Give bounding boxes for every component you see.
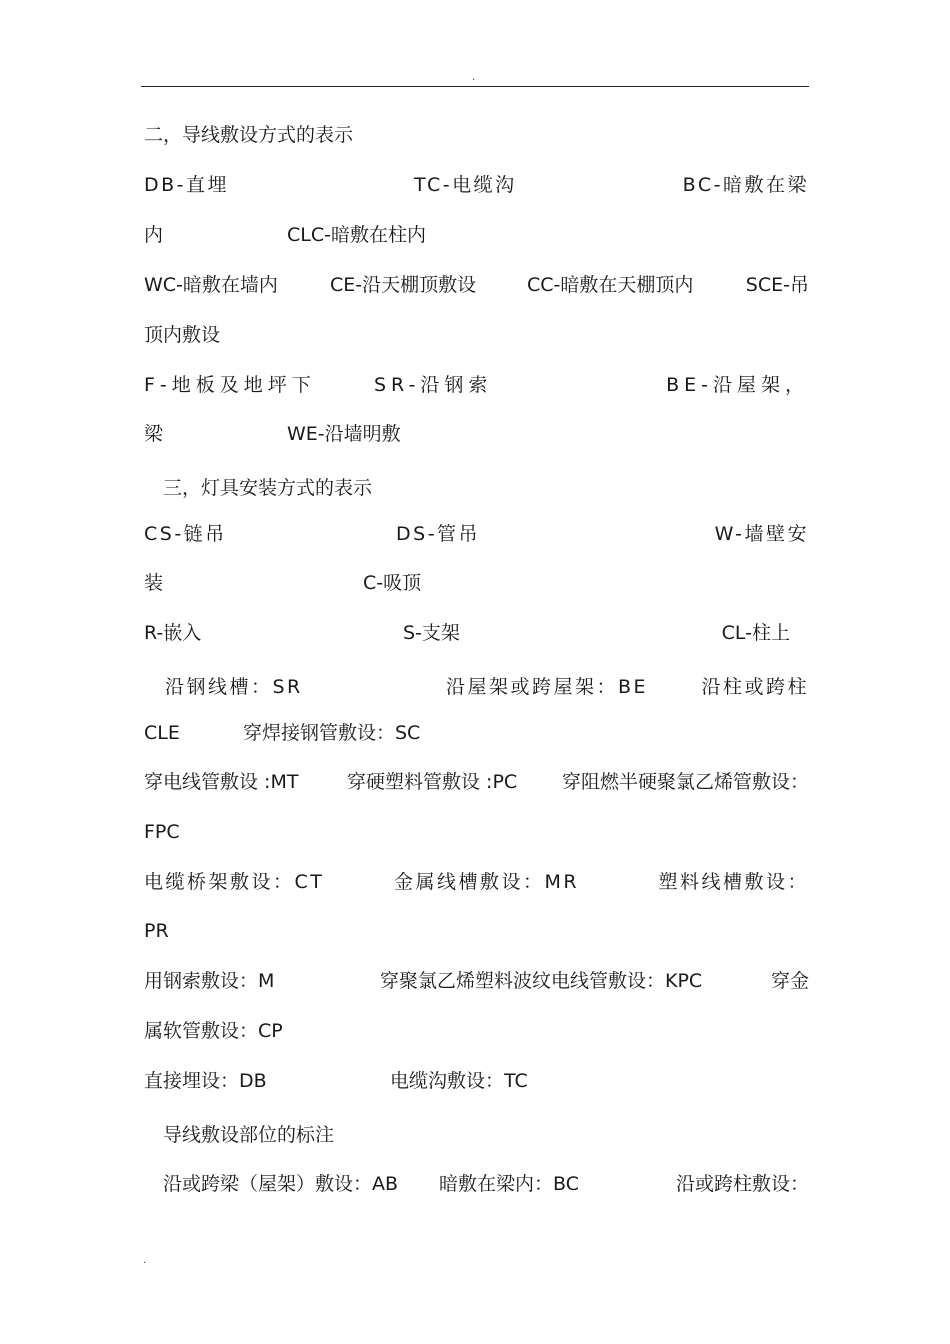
line-segment: SCE-吊 — [745, 274, 809, 296]
line-segment: TC-电缆沟 — [414, 174, 517, 196]
line-segment: 电缆桥架敷设：CT — [144, 871, 325, 893]
heading-text: 导线敷设部位的标注 — [163, 1124, 335, 1146]
text-line — [144, 419, 809, 449]
text-line — [144, 320, 809, 350]
line-segment: 电缆沟敷设：TC — [390, 1070, 528, 1092]
line-segment: DS-管吊 — [396, 523, 481, 545]
line-segment: 直接埋设：DB — [144, 1070, 267, 1092]
text-line — [144, 1016, 809, 1046]
line-segment: PR — [144, 920, 169, 942]
text-line — [144, 568, 809, 598]
heading-text: 二，导线敷设方式的表示 — [144, 124, 354, 146]
footer-dot: . — [143, 1255, 147, 1266]
line-segment: FPC — [144, 821, 180, 843]
line-segment: 穿电线管敷设 :MT — [144, 771, 299, 793]
line-segment: WE-沿墙明敷 — [287, 423, 401, 445]
line-segment: 塑料线槽敷设： — [658, 871, 809, 893]
line-segment: CC-暗敷在天棚顶内 — [527, 274, 694, 296]
text-line — [144, 220, 809, 250]
header-dot: . — [472, 72, 476, 83]
text-line — [144, 718, 809, 748]
line-segment: S-支架 — [403, 622, 460, 644]
line-segment: 穿硬塑料管敷设 :PC — [347, 771, 518, 793]
line-segment: BE-沿屋架， — [666, 374, 809, 396]
text-line — [144, 170, 809, 200]
text-line — [144, 370, 809, 400]
line-segment: 用钢索敷设：M — [144, 970, 275, 992]
line-segment: 顶内敷设 — [144, 324, 221, 346]
heading-text: 三，灯具安装方式的表示 — [163, 477, 373, 499]
text-line — [144, 817, 809, 847]
line-segment: BC-暗敷在梁 — [682, 174, 809, 196]
line-segment: 沿柱或跨柱 — [701, 676, 809, 698]
line-segment: WC-暗敷在墙内 — [144, 274, 278, 296]
line-segment: F-地板及地坪下 — [144, 374, 316, 396]
line-segment: CS-链吊 — [144, 523, 227, 545]
line-segment: 暗敷在梁内：BC — [439, 1173, 579, 1195]
text-line — [144, 618, 809, 648]
line-segment: 金属线槽敷设：MR — [394, 871, 580, 893]
line-segment: C-吸顶 — [363, 572, 422, 594]
line-segment: 装 — [144, 572, 164, 594]
header-rule — [141, 86, 809, 87]
text-line — [144, 1066, 809, 1096]
line-segment: CLC-暗敷在柱内 — [287, 224, 426, 246]
line-segment: CL-柱上 — [721, 622, 790, 644]
text-line — [144, 519, 809, 549]
line-segment: SR-沿钢索 — [374, 374, 493, 396]
line-segment: 沿钢线槽：SR — [165, 676, 303, 698]
line-segment: CE-沿天棚顶敷设 — [330, 274, 477, 296]
line-segment: R-嵌入 — [144, 622, 202, 644]
line-segment: 沿或跨柱敷设： — [675, 1173, 809, 1195]
line-segment: 穿金 — [770, 970, 809, 992]
text-line — [144, 966, 809, 996]
text-line — [144, 672, 809, 702]
line-segment: 梁 — [144, 423, 164, 445]
text-line — [144, 867, 809, 897]
text-line — [144, 767, 809, 797]
text-line — [144, 1169, 809, 1199]
line-segment: 内 — [144, 224, 164, 246]
line-segment: 穿阻燃半硬聚氯乙烯管敷设： — [561, 771, 809, 793]
line-segment: CLE — [144, 722, 180, 744]
text-line — [144, 270, 809, 300]
line-segment: DB-直埋 — [144, 174, 230, 196]
text-line — [144, 916, 809, 946]
line-segment: 沿或跨梁（屋架）敷设：AB — [163, 1173, 399, 1195]
section-heading-lamps — [144, 473, 809, 503]
section-heading-wiring — [144, 120, 809, 150]
line-segment: 属软管敷设：CP — [144, 1020, 283, 1042]
section-heading-locations — [144, 1120, 809, 1150]
line-segment: 穿聚氯乙烯塑料波纹电线管敷设：KPC — [380, 970, 703, 992]
line-segment: W-墙壁安 — [714, 523, 809, 545]
line-segment: 沿屋架或跨屋架：BE — [446, 676, 649, 698]
line-segment: 穿焊接钢管敷设：SC — [243, 722, 421, 744]
